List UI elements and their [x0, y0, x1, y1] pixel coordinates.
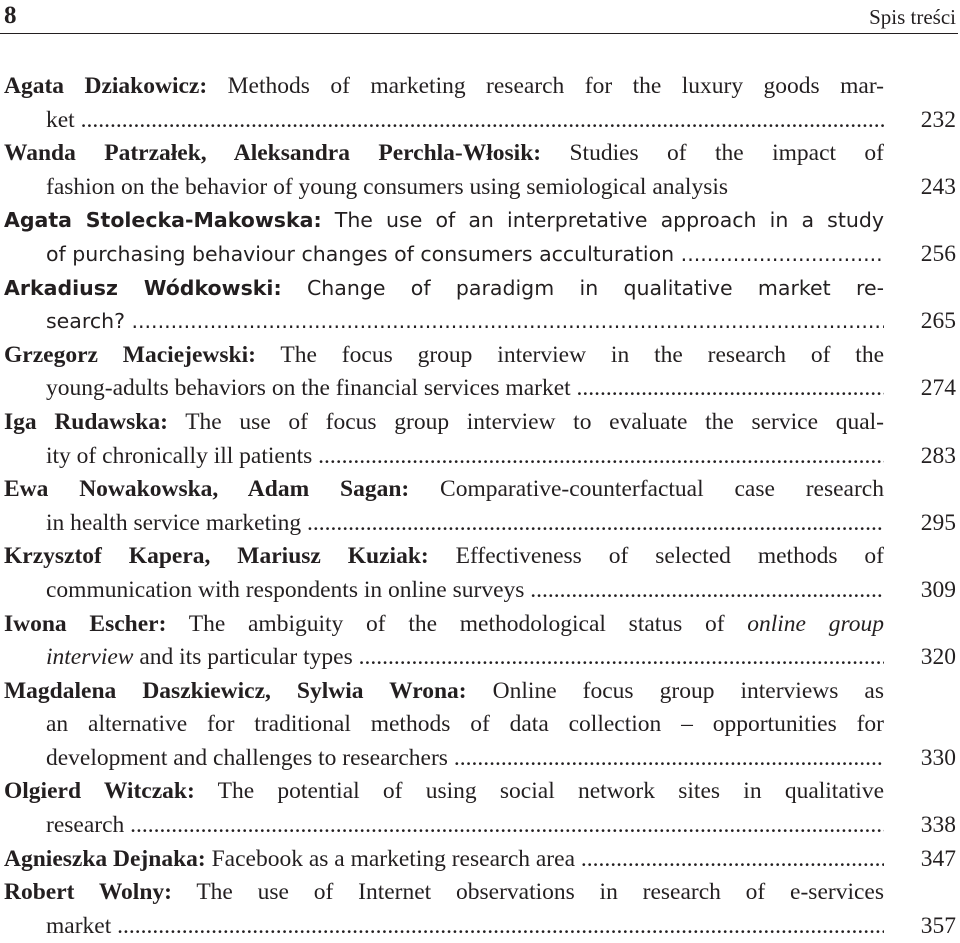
entry-title-cont: search? — [46, 309, 125, 334]
entry-title-cont: fashion on the behavior of young consumers using semiological analysis — [46, 173, 729, 200]
entry-author: Agnieszka Dejnaka: — [4, 845, 206, 872]
entry-title-cont: communication with respondents in online surveys — [46, 576, 525, 603]
entry-author: Ewa Nowakowska, Adam Sagan: — [4, 476, 410, 503]
entry-page: 274 — [920, 375, 956, 402]
entry-title: The ambiguity of the methodological status of — [166, 610, 748, 637]
entry-title-cont: market — [46, 912, 112, 939]
toc-entry — [0, 473, 960, 540]
entry-page: 347 — [920, 845, 956, 872]
entry-title-cont: young-adults behaviors on the financial services market — [46, 375, 571, 402]
entry-title: Comparative-counterfactual case research — [409, 476, 884, 503]
toc-entry — [0, 608, 960, 675]
entry-author: Krzysztof Kapera, Mariusz Kuziak: — [4, 543, 429, 570]
entry-title: The use of Internet observations in research of e-services — [171, 879, 884, 906]
page-number: 8 — [4, 2, 17, 29]
entry-title: Online focus group interviews as — [466, 677, 884, 704]
entry-title-cont: ket — [46, 106, 75, 133]
entry-author: Grzegorz Maciejewski: — [4, 341, 256, 368]
entry-page: 357 — [920, 912, 956, 939]
toc-entry — [0, 204, 960, 271]
entry-title-cont: and its particular types — [133, 644, 353, 671]
entry-author: Iga Rudawska: — [4, 408, 168, 435]
entry-page: 232 — [920, 106, 956, 133]
entry-title: The focus group interview in the research of the — [255, 341, 884, 368]
entry-title-italic: online group — [747, 610, 884, 637]
table-of-contents — [0, 70, 960, 943]
entry-page: 338 — [920, 812, 956, 839]
running-head: Spis treści — [869, 5, 956, 29]
entry-page: 330 — [920, 744, 956, 771]
toc-entry — [0, 70, 960, 137]
toc-entry — [0, 137, 960, 204]
entry-page: 243 — [920, 173, 956, 200]
entry-title: The use of an interpretative approach in a study — [321, 208, 884, 233]
entry-title: Studies of the impact of — [541, 140, 884, 167]
header-rule — [0, 33, 958, 34]
entry-page: 309 — [920, 576, 956, 603]
entry-page: 320 — [920, 644, 956, 671]
toc-entry — [0, 406, 960, 473]
entry-author: Wanda Patrzałek, Aleksandra Perchla-Włosik: — [4, 140, 542, 167]
entry-title-cont: in health service marketing — [46, 509, 302, 536]
entry-title: Change of paradigm in qualitative market re- — [281, 275, 884, 300]
entry-title: Effectiveness of selected methods of — [428, 543, 884, 570]
page-header — [0, 0, 960, 36]
entry-title: The use of focus group interview to evaluate the service qual- — [167, 408, 884, 435]
entry-title-cont: research — [46, 812, 125, 839]
entry-page: 295 — [920, 509, 956, 536]
entry-title: Facebook as a marketing research area — [205, 845, 575, 872]
entry-title-italic-cont: interview — [46, 644, 134, 671]
entry-title-cont: an alternative for traditional methods of data collection – opportunities for — [46, 711, 884, 738]
entry-author: Olgierd Witczak: — [4, 778, 195, 805]
entry-author: Iwona Escher: — [4, 610, 167, 637]
entry-page: 265 — [920, 308, 956, 335]
entry-title-cont: development and challenges to researchers — [46, 744, 448, 771]
entry-author: Agata Stolecka-Makowska: — [4, 208, 322, 233]
toc-entry — [0, 540, 960, 607]
entry-author: Agata Dziakowicz: — [4, 73, 208, 99]
toc-entry — [0, 675, 960, 776]
entry-title-cont: ity of chronically ill patients — [46, 442, 313, 469]
entry-title-cont: of purchasing behaviour changes of consumers acculturation — [46, 241, 675, 266]
entry-title: The potential of using social network sites in qualitative — [194, 778, 884, 805]
entry-author: Robert Wolny: — [4, 879, 172, 906]
entry-page: 283 — [920, 442, 956, 469]
entry-author: Magdalena Daszkiewicz, Sylwia Wrona: — [4, 677, 467, 704]
entry-title: Methods of marketing research for the luxury goods mar- — [207, 73, 884, 99]
entry-page: 256 — [920, 240, 956, 267]
toc-entry — [0, 843, 960, 877]
toc-entry — [0, 876, 960, 943]
toc-entry — [0, 339, 960, 406]
toc-entry — [0, 272, 960, 339]
toc-entry — [0, 775, 960, 842]
entry-author: Arkadiusz Wódkowski: — [4, 275, 282, 300]
